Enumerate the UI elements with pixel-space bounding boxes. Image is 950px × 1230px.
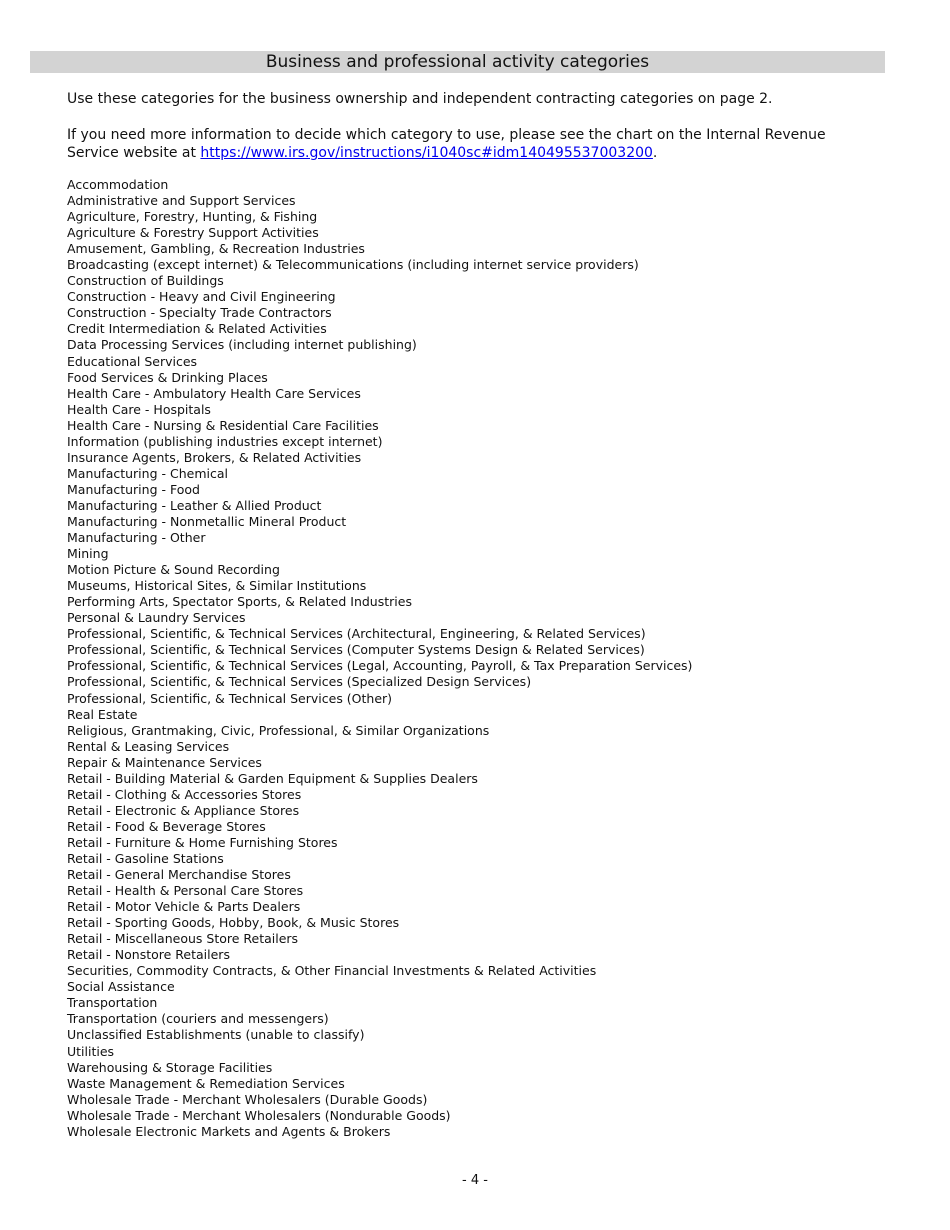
category-item: Professional, Scientific, & Technical Services (Legal, Accounting, Payroll, & Tax Preparation Services) bbox=[67, 658, 693, 674]
category-item: Professional, Scientific, & Technical Services (Computer Systems Design & Related Services) bbox=[67, 642, 645, 658]
category-item: Retail - Food & Beverage Stores bbox=[67, 818, 266, 834]
category-item: Transportation bbox=[67, 995, 158, 1011]
category-item: Performing Arts, Spectator Sports, & Related Industries bbox=[67, 594, 412, 610]
category-item: Data Processing Services (including internet publishing) bbox=[67, 337, 417, 353]
intro-more-info-text bbox=[67, 126, 827, 162]
category-item: Utilities bbox=[67, 1043, 115, 1059]
category-item: Real Estate bbox=[67, 706, 138, 722]
category-item: Credit Intermediation & Related Activities bbox=[67, 321, 327, 337]
category-item: Retail - Clothing & Accessories Stores bbox=[67, 786, 302, 802]
section-header bbox=[30, 51, 885, 73]
category-item: Waste Management & Remediation Services bbox=[67, 1075, 345, 1091]
category-item: Manufacturing - Chemical bbox=[67, 465, 228, 481]
category-item: Repair & Maintenance Services bbox=[67, 754, 262, 770]
category-item: Health Care - Ambulatory Health Care Services bbox=[67, 385, 361, 401]
category-item: Unclassified Establishments (unable to classify) bbox=[67, 1027, 365, 1043]
category-item: Health Care - Hospitals bbox=[67, 401, 211, 417]
irs-instructions-link[interactable]: https://www.irs.gov/instructions/i1040sc#idm140495537003200 bbox=[200, 145, 653, 161]
category-item: Retail - Miscellaneous Store Retailers bbox=[67, 931, 299, 947]
category-item: Accommodation bbox=[67, 177, 169, 192]
category-item: Social Assistance bbox=[67, 979, 175, 995]
intro-usage-text: Use these categories for the business ownership and independent contracting categories on page 2. bbox=[67, 91, 773, 107]
category-item: Wholesale Electronic Markets and Agents & Brokers bbox=[67, 1123, 391, 1139]
category-item: Insurance Agents, Brokers, & Related Activities bbox=[67, 449, 362, 465]
category-item: Manufacturing - Food bbox=[67, 481, 200, 497]
category-item: Museums, Historical Sites, & Similar Institutions bbox=[67, 578, 367, 594]
category-item: Retail - Nonstore Retailers bbox=[67, 947, 230, 963]
category-item: Retail - Electronic & Appliance Stores bbox=[67, 802, 300, 818]
category-item: Construction - Specialty Trade Contractors bbox=[67, 305, 332, 321]
category-item: Educational Services bbox=[67, 353, 198, 369]
category-item: Retail - Furniture & Home Furnishing Stores bbox=[67, 834, 338, 850]
category-item: Rental & Leasing Services bbox=[67, 738, 230, 754]
category-item: Construction - Heavy and Civil Engineering bbox=[67, 289, 336, 305]
category-item: Information (publishing industries except internet) bbox=[67, 433, 383, 449]
category-item: Manufacturing - Other bbox=[67, 530, 206, 546]
section-title: Business and professional activity categories bbox=[265, 52, 650, 72]
category-item: Transportation (couriers and messengers) bbox=[67, 1011, 329, 1027]
category-item: Mining bbox=[67, 546, 109, 562]
category-item: Health Care - Nursing & Residential Care Facilities bbox=[67, 417, 379, 433]
category-item: Retail - Motor Vehicle & Parts Dealers bbox=[67, 899, 301, 915]
category-item: Retail - Building Material & Garden Equipment & Supplies Dealers bbox=[67, 770, 478, 786]
category-item: Professional, Scientific, & Technical Services (Other) bbox=[67, 690, 393, 706]
category-item: Amusement, Gambling, & Recreation Industries bbox=[67, 241, 365, 257]
category-item: Retail - Sporting Goods, Hobby, Book, & Music Stores bbox=[67, 915, 400, 931]
intro-more-info-suffix: . bbox=[652, 145, 658, 161]
category-item: Agriculture & Forestry Support Activities bbox=[67, 225, 319, 241]
category-item: Personal & Laundry Services bbox=[67, 610, 246, 626]
category-item: Retail - General Merchandise Stores bbox=[67, 867, 291, 883]
category-item: Broadcasting (except internet) & Telecommunications (including internet service providers) bbox=[67, 257, 639, 273]
category-item: Professional, Scientific, & Technical Services (Specialized Design Services) bbox=[67, 674, 532, 690]
category-item: Administrative and Support Services bbox=[67, 193, 296, 209]
category-item: Retail - Health & Personal Care Stores bbox=[67, 883, 304, 899]
category-item: Motion Picture & Sound Recording bbox=[67, 562, 280, 578]
category-item: Manufacturing - Nonmetallic Mineral Product bbox=[67, 513, 347, 529]
category-item: Warehousing & Storage Facilities bbox=[67, 1059, 273, 1075]
category-item: Agriculture, Forestry, Hunting, & Fishing bbox=[67, 209, 318, 225]
category-item: Professional, Scientific, & Technical Services (Architectural, Engineering, & Related Services) bbox=[67, 626, 646, 642]
category-item: Construction of Buildings bbox=[67, 273, 224, 289]
category-item: Wholesale Trade - Merchant Wholesalers (Nondurable Goods) bbox=[67, 1107, 451, 1123]
category-item: Wholesale Trade - Merchant Wholesalers (Durable Goods) bbox=[67, 1091, 428, 1107]
category-list bbox=[67, 177, 692, 1140]
page-number: - 4 - bbox=[462, 1173, 488, 1188]
category-item: Securities, Commodity Contracts, & Other Financial Investments & Related Activities bbox=[67, 963, 597, 979]
category-item: Religious, Grantmaking, Civic, Professional, & Similar Organizations bbox=[67, 722, 490, 738]
category-item: Retail - Gasoline Stations bbox=[67, 850, 224, 866]
category-item: Manufacturing - Leather & Allied Product bbox=[67, 497, 322, 513]
category-item: Food Services & Drinking Places bbox=[67, 369, 268, 385]
intro-more-info-prefix: If you need more information to decide which category to use, please see the chart on the Internal Revenue Service website at bbox=[67, 127, 826, 161]
